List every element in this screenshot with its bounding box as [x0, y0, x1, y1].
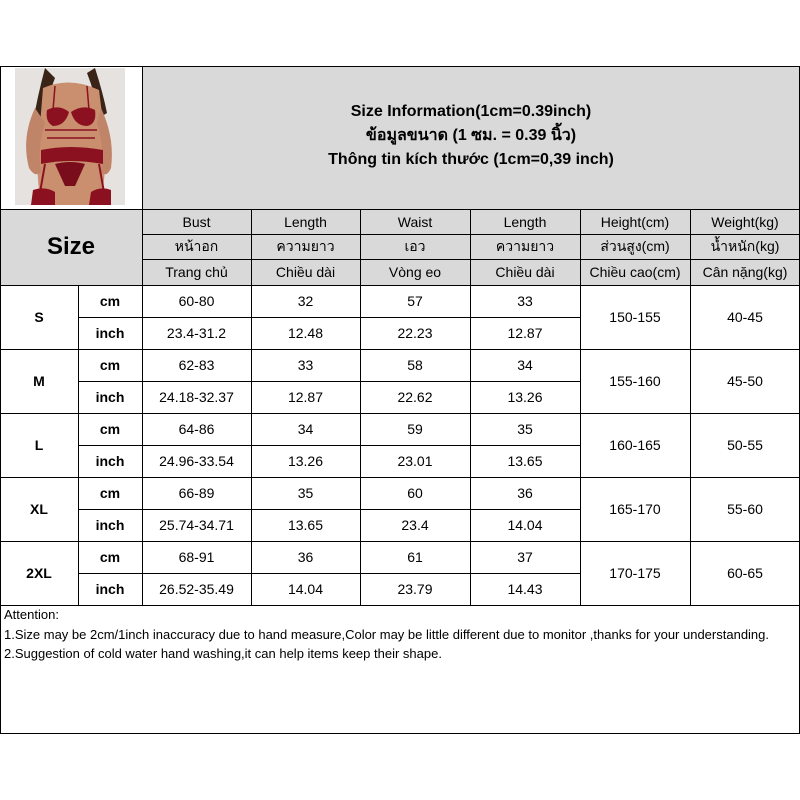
measurement-inch: 26.52-35.49 — [159, 581, 234, 597]
unit-label-cm: cm — [99, 357, 121, 373]
height-range: 165-170 — [609, 501, 661, 517]
unit-label-inch: inch — [95, 581, 125, 597]
grid-line — [0, 733, 800, 734]
measurement-cm: 34 — [517, 357, 533, 373]
measurement-cm: 33 — [297, 357, 314, 373]
weight-range: 60-65 — [727, 565, 763, 581]
grid-line — [142, 209, 143, 605]
grid-line — [360, 209, 361, 605]
measurement-inch: 12.87 — [507, 325, 543, 341]
title-line-th: ข้อมูลขนาด (1 ซม. = 0.39 นิ้ว) — [365, 127, 577, 144]
unit-label-inch: inch — [95, 517, 125, 533]
unit-label-cm: cm — [99, 549, 121, 565]
measurement-cm: 61 — [407, 549, 423, 565]
size-info-title — [142, 100, 800, 176]
grid-line — [78, 381, 580, 382]
unit-label-inch: inch — [95, 453, 125, 469]
column-header-th: เอว — [404, 237, 426, 254]
grid-line — [470, 209, 471, 605]
unit-label-cm: cm — [99, 421, 121, 437]
grid-line — [0, 413, 800, 414]
grid-line — [142, 259, 800, 260]
unit-label-inch: inch — [95, 325, 125, 341]
grid-line — [0, 285, 800, 286]
product-photo — [15, 68, 125, 205]
grid-line — [78, 285, 79, 349]
size-column-label: Size — [46, 233, 96, 260]
grid-line — [78, 541, 79, 605]
measurement-inch: 13.26 — [287, 453, 324, 469]
measurement-inch: 14.43 — [507, 581, 543, 597]
column-header-en: Waist — [397, 213, 433, 230]
measurement-inch: 24.18-32.37 — [159, 389, 234, 405]
column-header-vi: Chiều dài — [495, 264, 555, 280]
grid-line — [78, 413, 79, 477]
attention-notes — [4, 605, 796, 664]
height-range: 160-165 — [609, 437, 661, 453]
measurement-inch: 24.96-33.54 — [159, 453, 234, 469]
title-line-vi: Thông tin kích thước (1cm=0,39 inch) — [328, 151, 614, 168]
measurement-inch: 25.74-34.71 — [159, 517, 234, 533]
attention-note-2: 2.Suggestion of cold water hand washing,it can help items keep their shape. — [4, 646, 442, 661]
measurement-inch: 23.4-31.2 — [166, 325, 227, 341]
grid-line — [0, 66, 1, 734]
measurement-inch: 12.87 — [287, 389, 324, 405]
column-header-th: ส่วนสูง(cm) — [600, 237, 670, 254]
unit-label-cm: cm — [99, 293, 121, 309]
column-header-th: ความยาว — [495, 237, 555, 254]
measurement-cm: 58 — [407, 357, 423, 373]
size-label: S — [34, 309, 44, 325]
grid-line — [0, 209, 800, 210]
column-header-th: ความยาว — [276, 237, 335, 254]
measurement-cm: 36 — [297, 549, 314, 565]
weight-range: 40-45 — [727, 309, 763, 325]
size-label: 2XL — [26, 565, 52, 581]
measurement-cm: 59 — [407, 421, 423, 437]
column-header-vi: Cân nặng(kg) — [702, 264, 788, 280]
lingerie-model-image — [15, 68, 125, 205]
column-header-th: น้ำหนัก(kg) — [710, 237, 780, 254]
grid-line — [78, 509, 580, 510]
grid-line — [0, 66, 800, 67]
weight-range: 50-55 — [727, 437, 763, 453]
measurement-cm: 32 — [297, 293, 314, 309]
measurement-cm: 34 — [297, 421, 314, 437]
grid-line — [78, 349, 79, 413]
column-header-th: หน้าอก — [174, 237, 219, 254]
column-header-vi: Chiều cao(cm) — [589, 264, 681, 280]
attention-note-1: 1.Size may be 2cm/1inch inaccuracy due to hand measure,Color may be little different due to monitor ,thanks for your understanding. — [4, 626, 770, 642]
grid-line — [142, 234, 800, 235]
measurement-cm: 66-89 — [178, 485, 215, 501]
measurement-cm: 35 — [297, 485, 314, 501]
unit-label-cm: cm — [99, 485, 121, 501]
column-header-en: Length — [503, 213, 547, 230]
measurement-cm: 64-86 — [178, 421, 215, 437]
grid-line — [0, 349, 800, 350]
measurement-cm: 36 — [517, 485, 533, 501]
measurement-cm: 68-91 — [178, 549, 215, 565]
column-header-vi: Vòng eo — [388, 264, 442, 280]
weight-range: 55-60 — [727, 501, 763, 517]
grid-line — [78, 317, 580, 318]
height-range: 155-160 — [609, 373, 661, 389]
unit-label-inch: inch — [95, 389, 125, 405]
grid-line — [580, 209, 581, 605]
grid-line — [690, 209, 691, 605]
measurement-cm: 37 — [517, 549, 533, 565]
measurement-inch: 12.48 — [287, 325, 324, 341]
size-label: M — [33, 373, 45, 389]
column-header-en: Length — [284, 213, 327, 230]
column-header-vi: Chiều dài — [275, 264, 336, 280]
grid-line — [0, 541, 800, 542]
measurement-inch: 23.4 — [401, 517, 429, 533]
column-header-vi: Trang chủ — [165, 264, 228, 280]
title-line-en: Size Information(1cm=0.39inch) — [350, 103, 592, 120]
measurement-inch: 13.65 — [507, 453, 543, 469]
column-header-en: Bust — [182, 213, 211, 230]
height-range: 150-155 — [609, 309, 661, 325]
measurement-inch: 13.65 — [287, 517, 324, 533]
weight-range: 45-50 — [727, 373, 763, 389]
measurement-inch: 13.26 — [507, 389, 543, 405]
height-range: 170-175 — [609, 565, 661, 581]
measurement-cm: 33 — [517, 293, 533, 309]
grid-line — [0, 477, 800, 478]
grid-line — [251, 209, 252, 605]
size-label: XL — [30, 501, 48, 517]
measurement-cm: 35 — [517, 421, 533, 437]
measurement-inch: 22.23 — [397, 325, 433, 341]
grid-line — [78, 445, 580, 446]
measurement-inch: 14.04 — [287, 581, 324, 597]
grid-line — [142, 66, 143, 209]
column-header-en: Weight(kg) — [711, 213, 779, 230]
measurement-inch: 14.04 — [507, 517, 543, 533]
grid-line — [78, 477, 79, 541]
measurement-cm: 57 — [407, 293, 423, 309]
measurement-inch: 22.62 — [397, 389, 433, 405]
column-header-en: Height(cm) — [600, 213, 670, 230]
attention-title: Attention: — [4, 607, 59, 622]
measurement-cm: 60-80 — [178, 293, 215, 309]
measurement-cm: 62-83 — [178, 357, 215, 373]
size-label: L — [34, 437, 44, 453]
grid-line — [78, 573, 580, 574]
measurement-inch: 23.01 — [397, 453, 433, 469]
grid-line — [0, 605, 800, 606]
measurement-cm: 60 — [407, 485, 423, 501]
measurement-inch: 23.79 — [397, 581, 433, 597]
